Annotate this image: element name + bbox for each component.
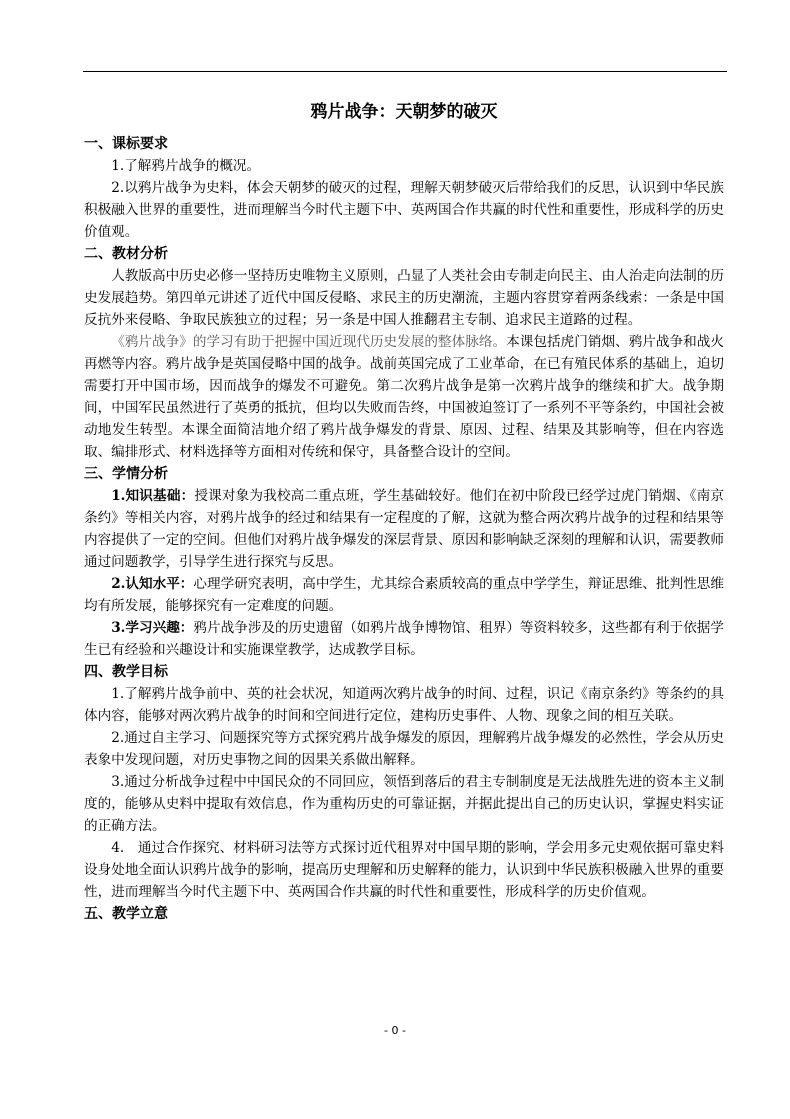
paragraph (84, 485, 724, 573)
section-heading-teaching-idea: 五、教学立意 (84, 906, 168, 922)
paragraph-label: 1.知识基础： (111, 488, 195, 504)
page-number: - 0 - (384, 1024, 406, 1037)
paragraph: 2.通过自主学习、问题探究等方式探究鸦片战争爆发的原因，理解鸦片战争爆发的必然性，学会从历史表象中发现问题，对历史事物之间的因果关系做出解释。 (84, 730, 724, 768)
section-heading-curriculum: 一、课标要求 (84, 136, 168, 152)
paragraph: 1.了解鸦片战争的概况。 (111, 158, 261, 174)
paragraph (84, 331, 724, 463)
paragraph: 2.以鸦片战争为史料，体会天朝梦的破灭的过程，理解天朝梦破灭后带给我们的反思，认识到中华民族积极融入世界的重要性，进而理解当今时代主题下中、英两国合作共赢的时代性和重要性，形成科学的历史价值观。 (84, 180, 724, 240)
paragraph: 1.了解鸦片战争前中、英的社会状况，知道两次鸦片战争的时间、过程，识记《南京条约》等条约的具体内容，能够对两次鸦片战争的时间和空间进行定位，建构历史事件、人物、现象之间的相互关联。 (84, 686, 724, 724)
section-heading-objectives: 四、教学目标 (84, 664, 168, 680)
paragraph-text: 心理学研究表明，高中学生，尤其综合素质较高的重点中学学生，辩证思维、批判性思维均有所发展，能够探究有一定难度的问题。 (84, 576, 724, 614)
paragraph: 3.通过分析战争过程中中国民众的不同回应，领悟到落后的君主专制制度是无法战胜先进的资本主义制度的，能够从史料中提取有效信息，作为重构历史的可靠证据，并据此提出自己的历史认识，掌握史料实证的正确方法。 (84, 774, 724, 834)
paragraph (84, 617, 724, 661)
paragraph-text: 授课对象为我校高二重点班，学生基础较好。他们在初中阶段已经学过虎门销烟、《南京条约》等相关内容，对鸦片战争的经过和结果有一定程度的了解，这就为整合两次鸦片战争的过程和结果等内容提供了一定的空间。但他们对鸦片战争爆发的深层背景、原因和影响缺乏深刻的理解和认识，需要教师通过问题教学，引导学生进行探究与反思。 (84, 488, 724, 570)
paragraph-lead: 《鸦片战争》的学习有助于把握中国近现代历史发展的整体脉络。 (111, 334, 507, 350)
paragraph-text: 鸦片战争涉及的历史遗留（如鸦片战争博物馆、租界）等资料较多，这些都有利于依据学生已有经验和兴趣设计和实施课堂教学，达成教学目标。 (84, 620, 724, 658)
section-heading-learners: 三、学情分析 (84, 466, 168, 482)
paragraph-label: 3.学习兴趣： (111, 620, 194, 636)
header-rule (83, 71, 727, 72)
paragraph: 人教版高中历史必修一坚持历史唯物主义原则，凸显了人类社会由专制走向民主、由人治走向法制的历史发展趋势。第四单元讲述了近代中国反侵略、求民主的历史潮流，主题内容贯穿着两条线索：一条是中国反抗外来侵略、争取民族独立的过程；另一条是中国人推翻君主专制、追求民主道路的过程。 (84, 268, 724, 328)
paragraph-label: 2.认知水平： (111, 576, 194, 592)
paragraph-text: 本课包括虎门销烟、鸦片战争和战火再燃等内容。鸦片战争是英国侵略中国的战争。战前英国完成了工业革命，在已有殖民体系的基础上，迫切需要打开中国市场，因而战争的爆发不可避免。第二次鸦片战争是第一次鸦片战争的继续和扩大。战争期间，中国军民虽然进行了英勇的抵抗，但均以失败而告终，中国被迫签订了一系列不平等条约，中国社会被动地发生转型。本课全面简洁地介绍了鸦片战争爆发的背景、原因、过程、结果及其影响等，但在内容选取、编排形式、材料选择等方面相对传统和保守，具备整合设计的空间。 (84, 334, 724, 460)
paragraph (84, 573, 724, 617)
document-title: 鸦片战争：天朝梦的破灭 (310, 102, 498, 122)
document-body (84, 100, 724, 925)
section-heading-textbook: 二、教材分析 (84, 246, 168, 262)
paragraph: 4. 通过合作探究、材料研习法等方式探讨近代租界对中国早期的影响，学会用多元史观依据可靠史料设身处地全面认识鸦片战争的影响，提高历史理解和历史解释的能力，认识到中华民族积极融入世界的重要性，进而理解当今时代主题下中、英两国合作共赢的时代性和重要性，形成科学的历史价值观。 (84, 840, 724, 900)
